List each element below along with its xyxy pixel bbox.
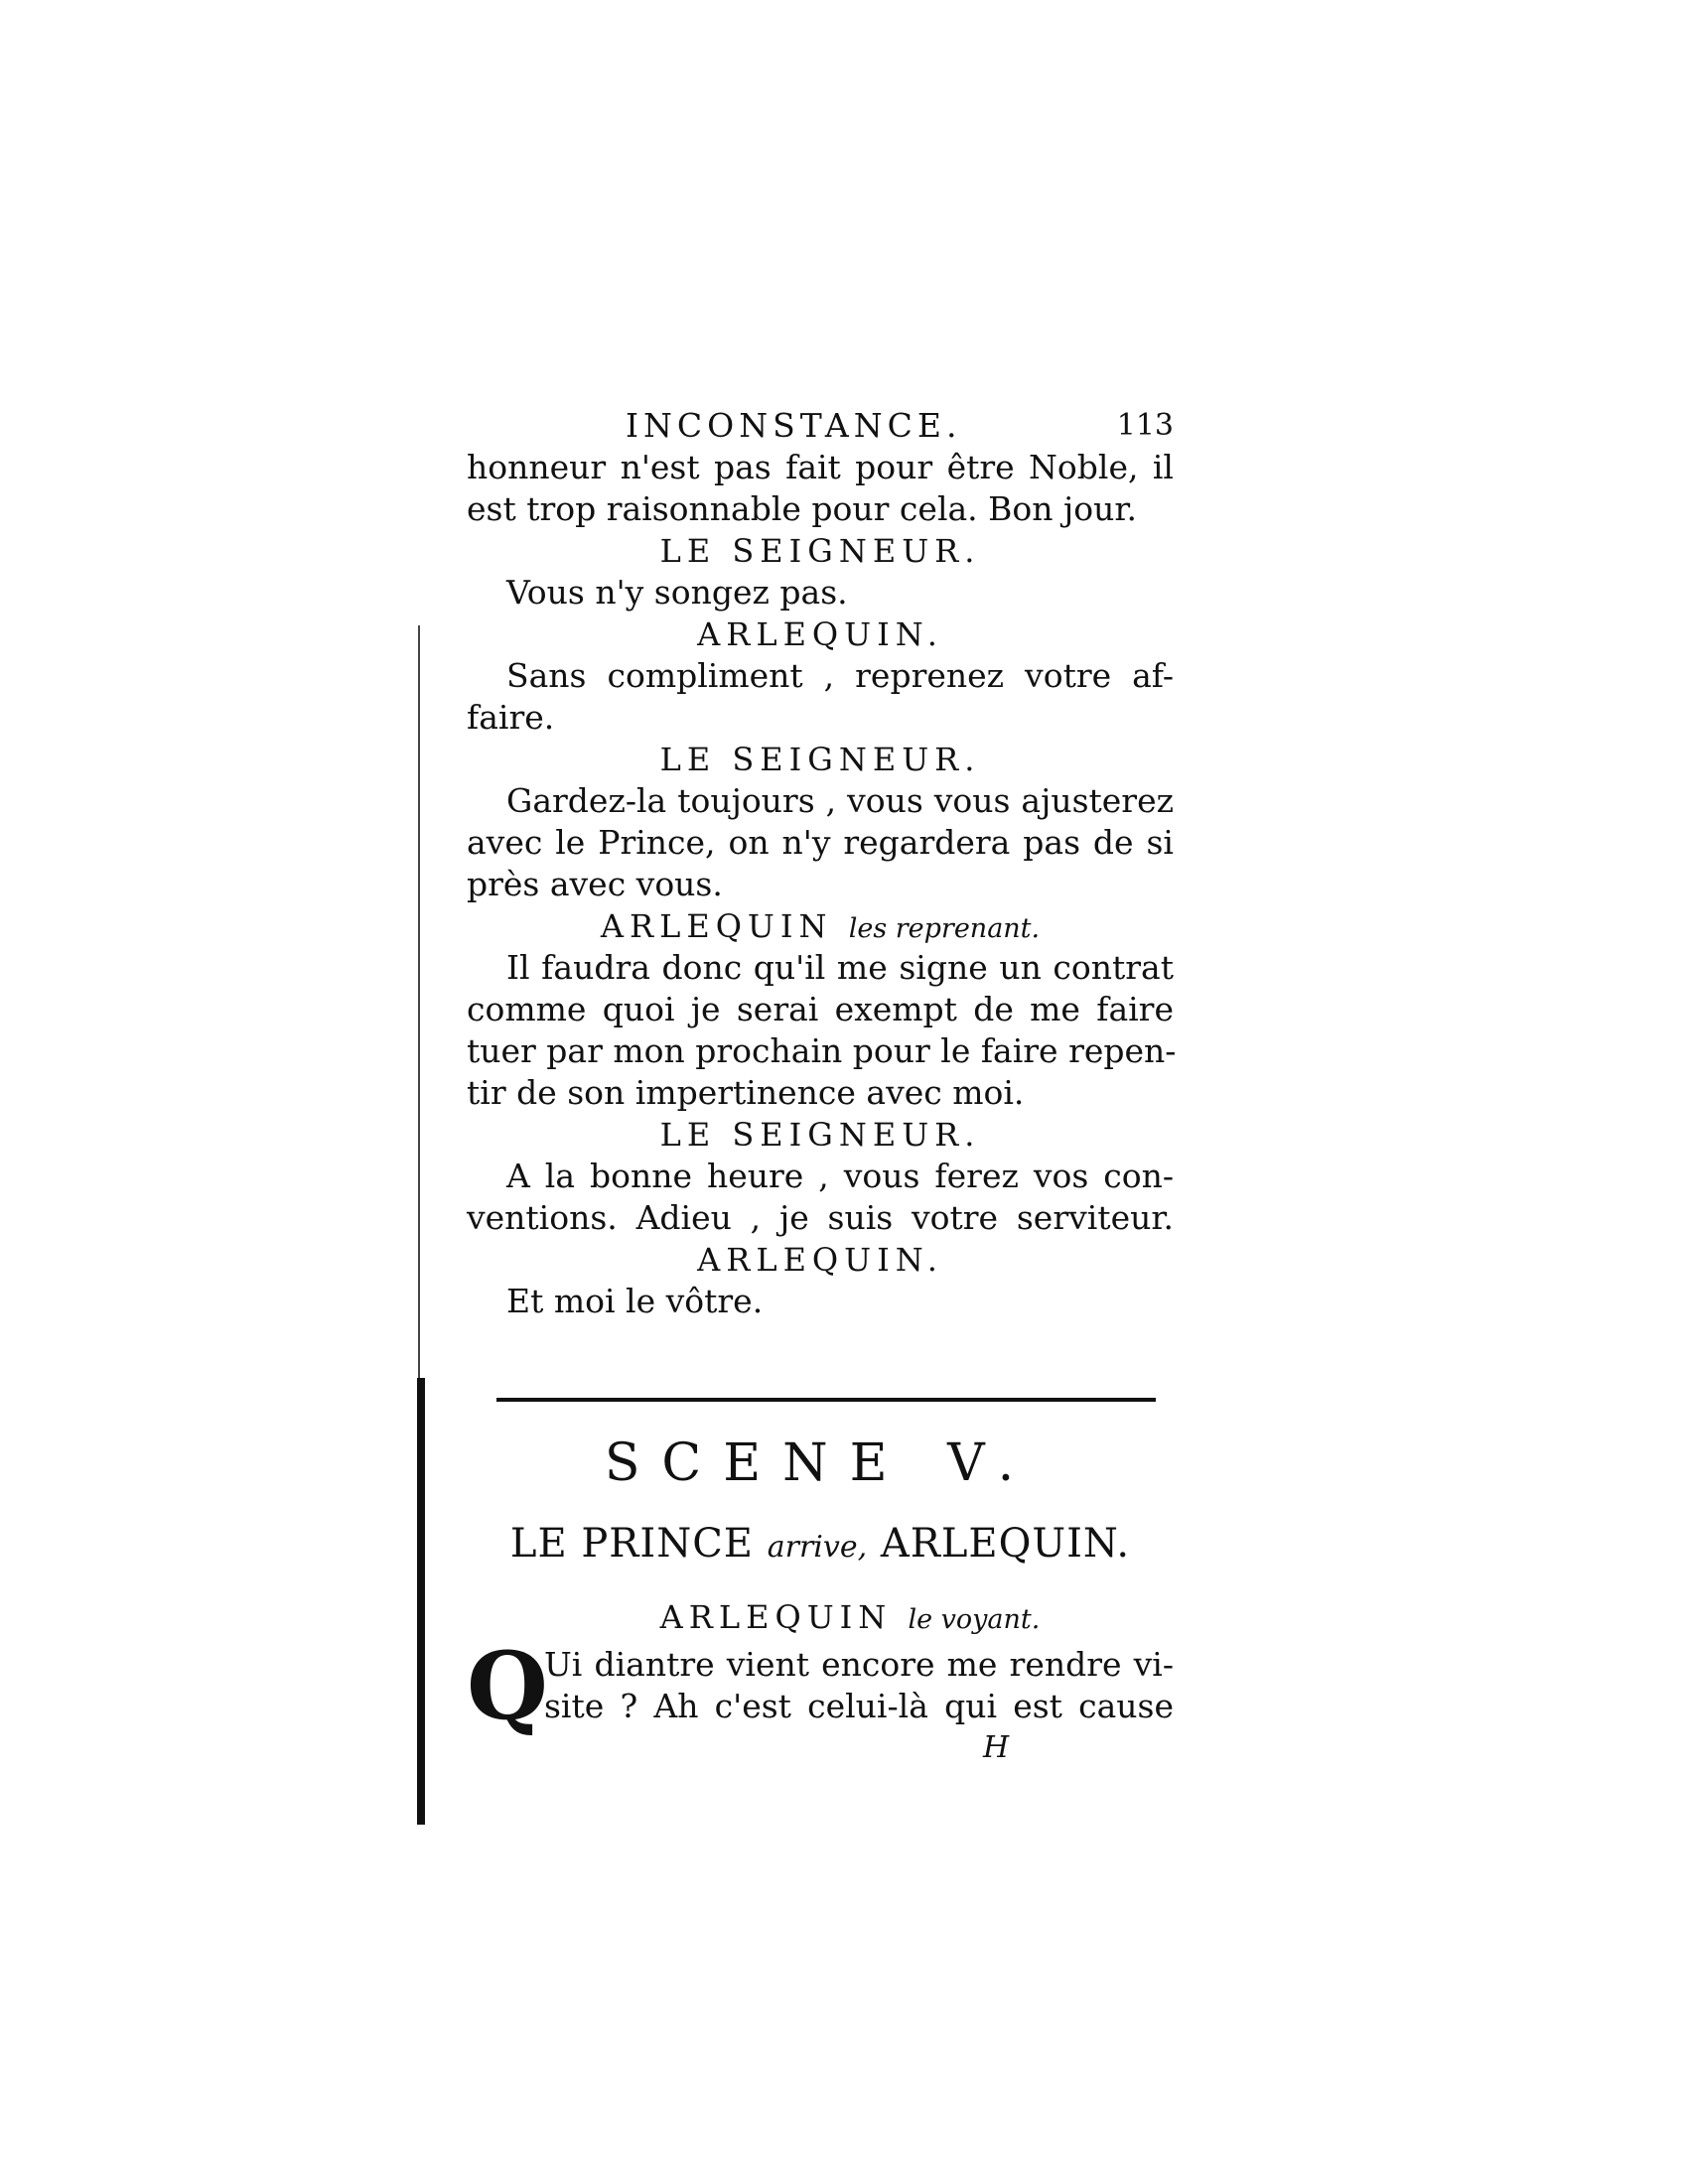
- speaker-heading: [467, 739, 1174, 780]
- person-prince: LE PRINCE: [509, 1521, 755, 1567]
- text-line: tir de son impertinence avec moi.: [467, 1073, 1025, 1112]
- speaker-name: ARLEQUIN: [659, 1598, 893, 1636]
- stage-direction: le voyant.: [908, 1604, 1041, 1635]
- margin-shadow-thin: [418, 625, 420, 1380]
- running-title: INCONSTANCE.: [626, 406, 962, 445]
- text-line: faire.: [467, 698, 555, 737]
- signature-mark: H: [983, 1730, 1010, 1765]
- speaker-name: LE SEIGNEUR.: [659, 741, 981, 778]
- stage-direction-arrive: arrive,: [767, 1530, 868, 1565]
- drop-capital: Q: [467, 1632, 548, 1741]
- scene-persons: [467, 1519, 1174, 1572]
- text-line: est trop raisonnable pour cela. Bon jour.: [467, 489, 1138, 528]
- scene-title: SCENE V.: [604, 1433, 1037, 1493]
- text-line: Ui diantre vient encore me rendre vi-: [544, 1645, 1174, 1684]
- margin-shadow-bar: [417, 1378, 425, 1825]
- text-line: tuer par mon prochain pour le faire repen-: [467, 1031, 1177, 1070]
- text-line: comme quoi je serai exempt de me faire: [467, 990, 1174, 1028]
- speaker-name: LE SEIGNEUR.: [659, 532, 981, 570]
- text-line: site ? Ah c'est celui-là qui est cause: [544, 1687, 1174, 1725]
- stage-direction: les reprenant.: [848, 913, 1041, 944]
- running-header: [467, 405, 1174, 447]
- speaker-heading: [467, 905, 1174, 950]
- scene-divider-rule: [496, 1398, 1156, 1402]
- text-line: ventions. Adieu , je suis votre serviteur.: [467, 1198, 1174, 1237]
- text-line: honneur n'est pas fait pour être Noble, il: [467, 448, 1174, 486]
- text-line: avec le Prince, on n'y regardera pas de si: [467, 823, 1174, 862]
- text-line: Vous n'y songez pas.: [506, 573, 848, 612]
- speaker-name: ARLEQUIN.: [697, 615, 943, 653]
- text-line: Sans compliment , reprenez votre af-: [506, 656, 1174, 695]
- speaker-heading: [467, 1239, 1174, 1281]
- text-line: A la bonne heure , vous ferez vos con-: [506, 1157, 1174, 1195]
- page-number: 113: [1116, 408, 1174, 443]
- text-line: Gardez-la toujours , vous vous ajusterez: [506, 781, 1174, 820]
- speaker-heading: [526, 1596, 1174, 1641]
- person-arlequin: ARLEQUIN.: [880, 1521, 1131, 1567]
- text-line: près avec vous.: [467, 865, 723, 903]
- text-line: Il faudra donc qu'il me signe un contrat: [506, 948, 1174, 987]
- text-line: Et moi le vôtre.: [506, 1282, 764, 1320]
- speaker-heading: [467, 1114, 1174, 1156]
- speaker-heading: [467, 530, 1174, 572]
- speaker-name: ARLEQUIN.: [697, 1241, 943, 1279]
- speaker-name: LE SEIGNEUR.: [659, 1116, 981, 1154]
- speaker-name: ARLEQUIN: [600, 907, 833, 945]
- speaker-heading: [467, 614, 1174, 655]
